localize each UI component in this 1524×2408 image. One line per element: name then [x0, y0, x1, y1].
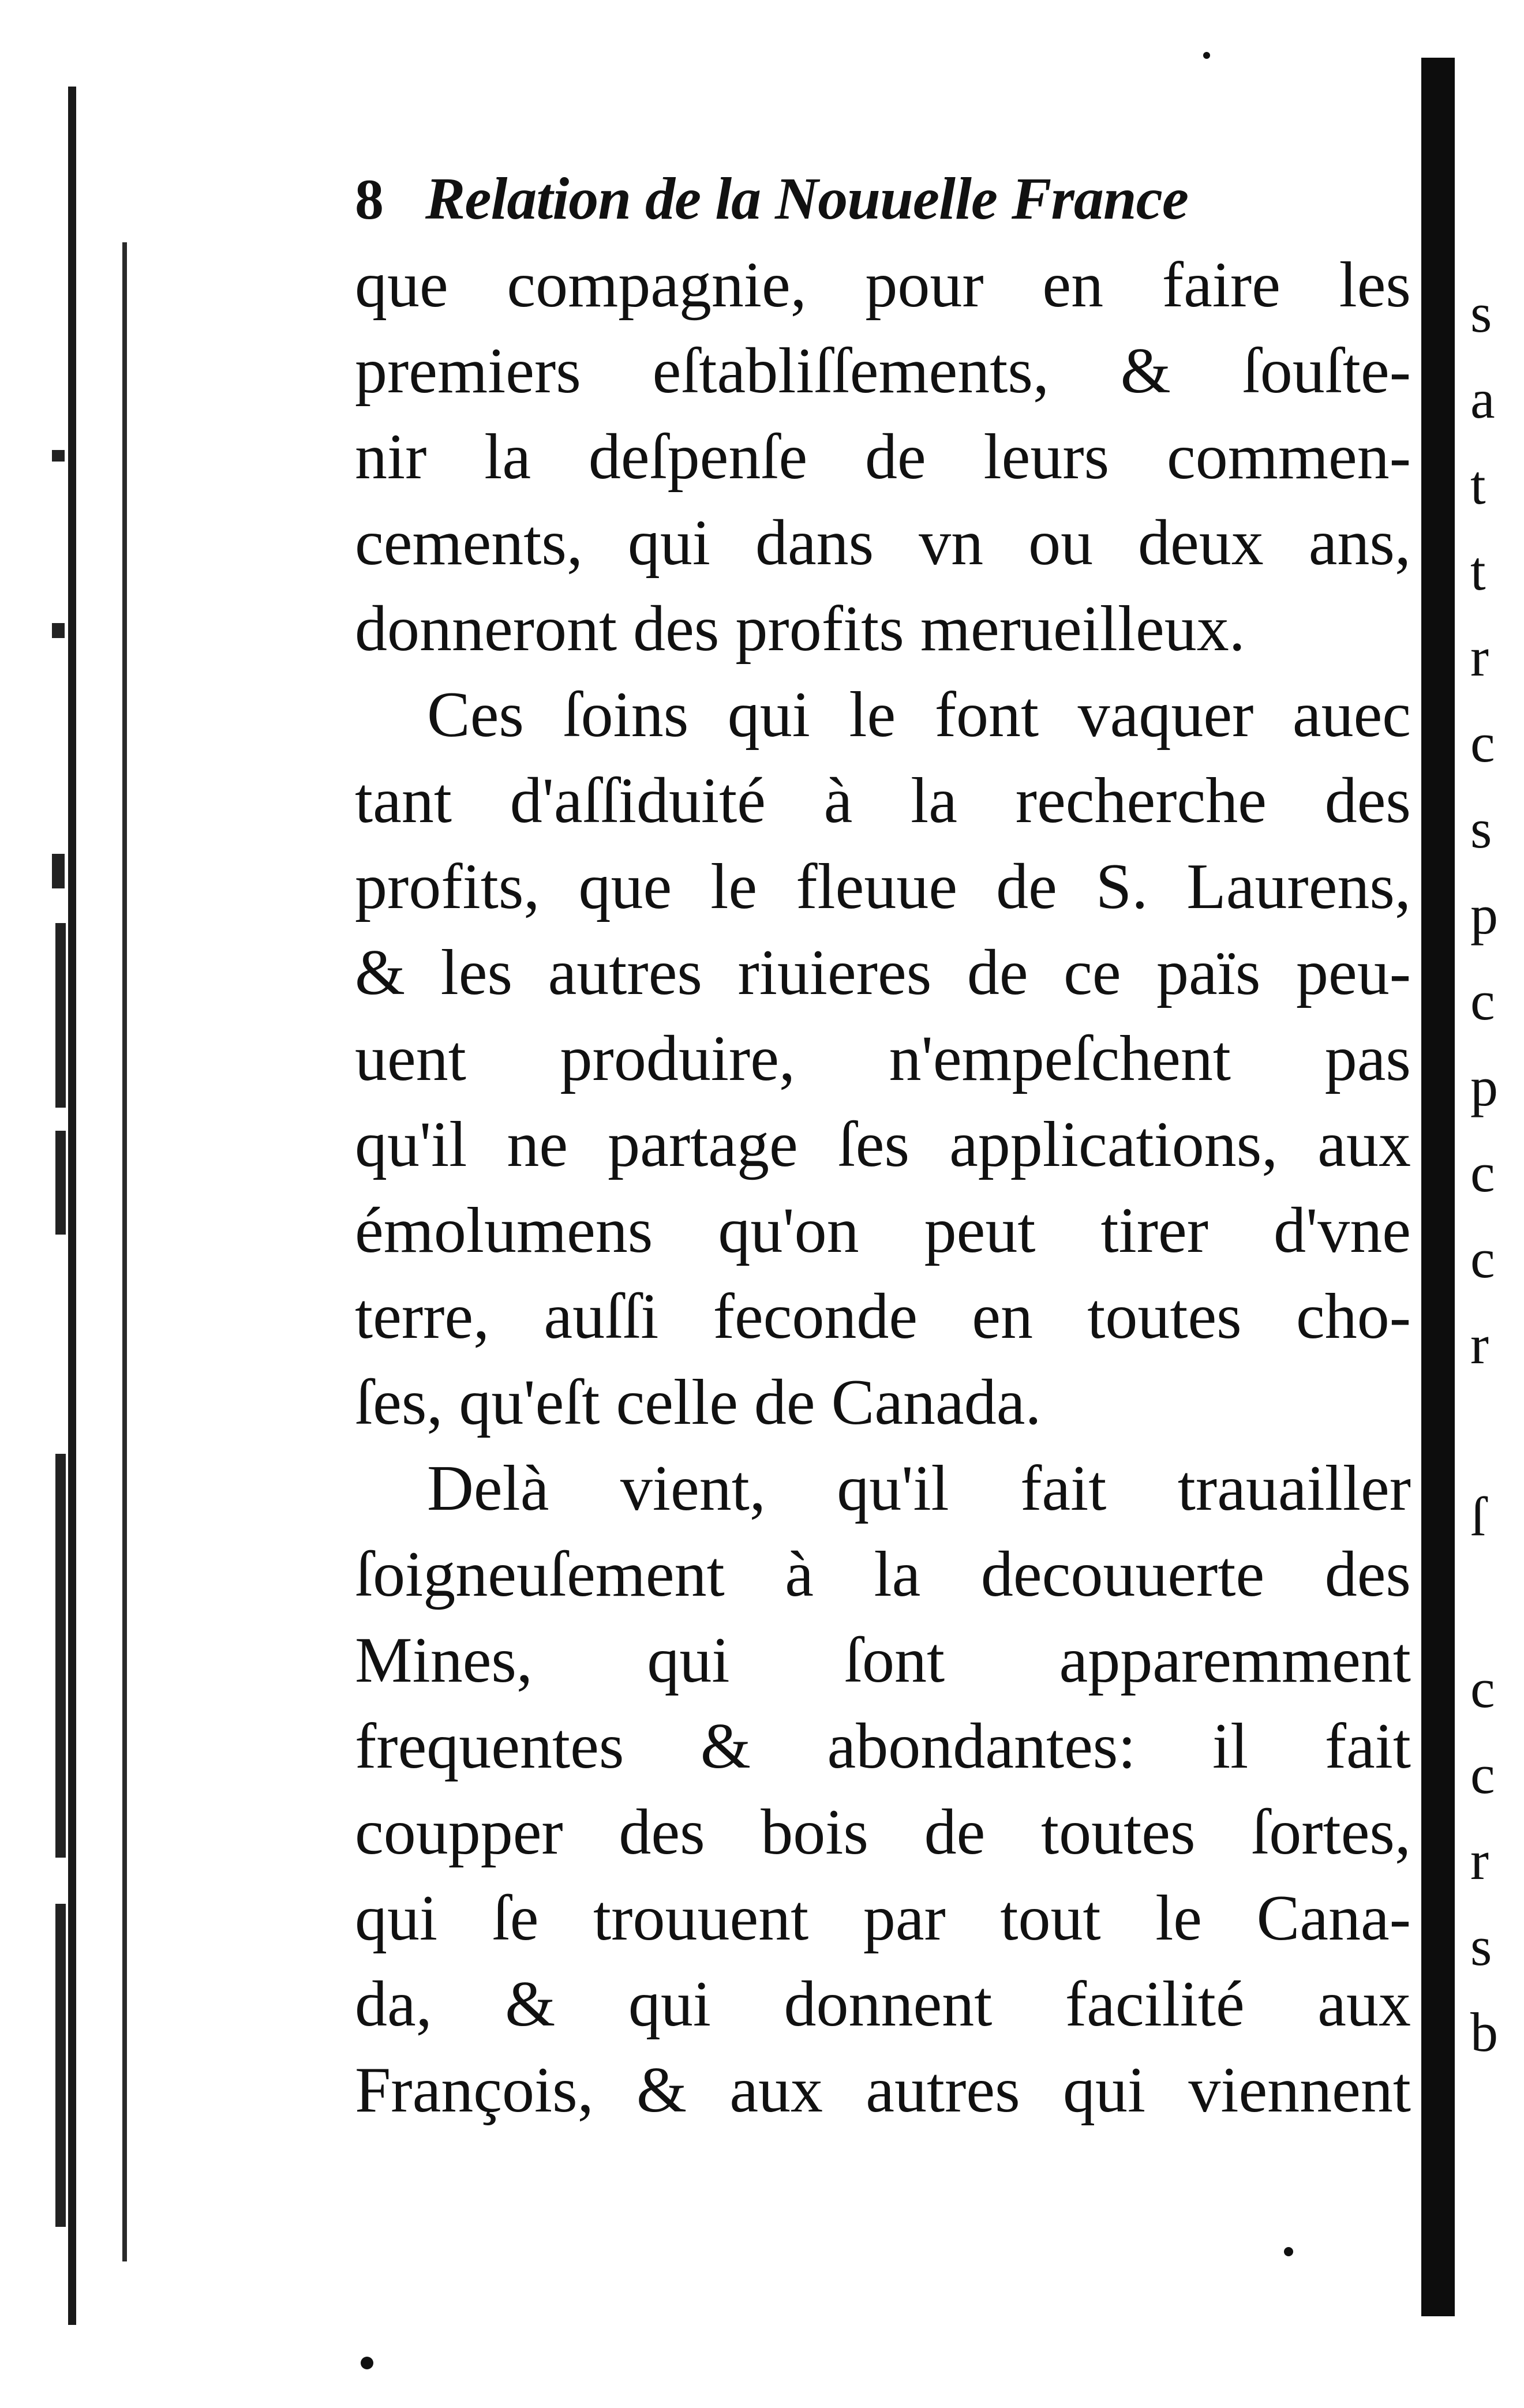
text-line: qui ſe trouuent par tout le Cana- — [355, 1882, 1411, 1954]
text-line: que compagnie, pour en faire les — [355, 249, 1411, 321]
facing-page-letter: r — [1470, 1829, 1489, 1891]
gutter-edge-line — [68, 87, 76, 2325]
gutter-mark — [55, 1454, 66, 1858]
facing-page-letter: s — [1470, 282, 1492, 344]
facing-page-letter: c — [1470, 970, 1495, 1032]
ink-speck — [1284, 2247, 1293, 2256]
running-title: Relation de la Nouuelle France — [425, 166, 1188, 232]
facing-page-letter: r — [1470, 626, 1489, 688]
text-line: uent produire, n'empeſchent pas — [355, 1023, 1411, 1094]
gutter-mark — [52, 450, 65, 462]
text-line: Mines, qui ſont apparemment — [355, 1625, 1411, 1696]
text-line: tant d'aſſiduité à la recherche des — [355, 765, 1411, 837]
text-line: premiers eſtabliſſements, & ſouſte- — [355, 335, 1411, 407]
facing-page-letter: c — [1470, 1743, 1495, 1805]
text-line: frequentes & abondantes: il fait — [355, 1711, 1411, 1782]
facing-page-letter: c — [1470, 1228, 1495, 1289]
facing-page-letter: a — [1470, 368, 1495, 430]
text-line: nir la deſpenſe de leurs commen- — [355, 421, 1411, 493]
text-line: terre, auſſi feconde en toutes cho- — [355, 1281, 1411, 1352]
facing-page-letter: ſ — [1470, 1486, 1486, 1547]
running-head — [355, 164, 1301, 239]
facing-page-fragment — [1470, 270, 1522, 2075]
text-line: da, & qui donnent facilité aux — [355, 1968, 1411, 2040]
facing-page-letter — [1470, 1387, 1522, 1473]
facing-page-shadow — [1421, 58, 1455, 2316]
gutter-mark — [55, 923, 66, 1108]
gutter-mark — [52, 854, 65, 888]
facing-page-letter: t — [1470, 454, 1486, 516]
text-line: Delà vient, qu'il fait trauailler — [427, 1453, 1411, 1524]
text-line: ſes, qu'eſt celle de Canada. — [355, 1367, 1042, 1438]
text-line: coupper des bois de toutes ſortes, — [355, 1796, 1411, 1868]
facing-page-letter: p — [1470, 1056, 1498, 1117]
ink-speck — [361, 2357, 373, 2369]
text-line: donneront des profits merueilleux. — [355, 593, 1245, 665]
text-line: qu'il ne partage ſes applications, aux — [355, 1109, 1411, 1180]
facing-page-letter: c — [1470, 1657, 1495, 1719]
facing-page-letter: t — [1470, 540, 1486, 602]
facing-page-letter: b — [1470, 2001, 1498, 2063]
text-line: ſoigneuſement à la decouuerte des — [355, 1539, 1411, 1610]
text-line: François, & aux autres qui viennent — [355, 2054, 1411, 2126]
facing-page-letter: s — [1470, 1915, 1492, 1977]
facing-page-letter: p — [1470, 884, 1498, 946]
text-line: & les autres riuieres de ce païs peu- — [355, 937, 1411, 1008]
gutter-mark — [55, 1131, 66, 1235]
ink-speck — [1203, 52, 1210, 59]
text-line: émolumens qu'on peut tirer d'vne — [355, 1195, 1411, 1266]
text-line: profits, que le fleuue de S. Laurens, — [355, 851, 1411, 922]
facing-page-letter — [1470, 1559, 1522, 1645]
facing-page-letter: c — [1470, 712, 1495, 774]
gutter-mark — [55, 1904, 66, 2227]
facing-page-letter: r — [1470, 1314, 1489, 1375]
page-number: 8 — [355, 167, 384, 231]
body-text — [355, 242, 1411, 2133]
facing-page-letter: s — [1470, 798, 1492, 860]
text-line: Ces ſoins qui le font vaquer auec — [427, 679, 1411, 751]
gutter-inner-line — [122, 242, 127, 2261]
text-line: cements, qui dans vn ou deux ans, — [355, 507, 1411, 579]
facing-page-letter: c — [1470, 1142, 1495, 1203]
gutter-mark — [52, 623, 65, 638]
